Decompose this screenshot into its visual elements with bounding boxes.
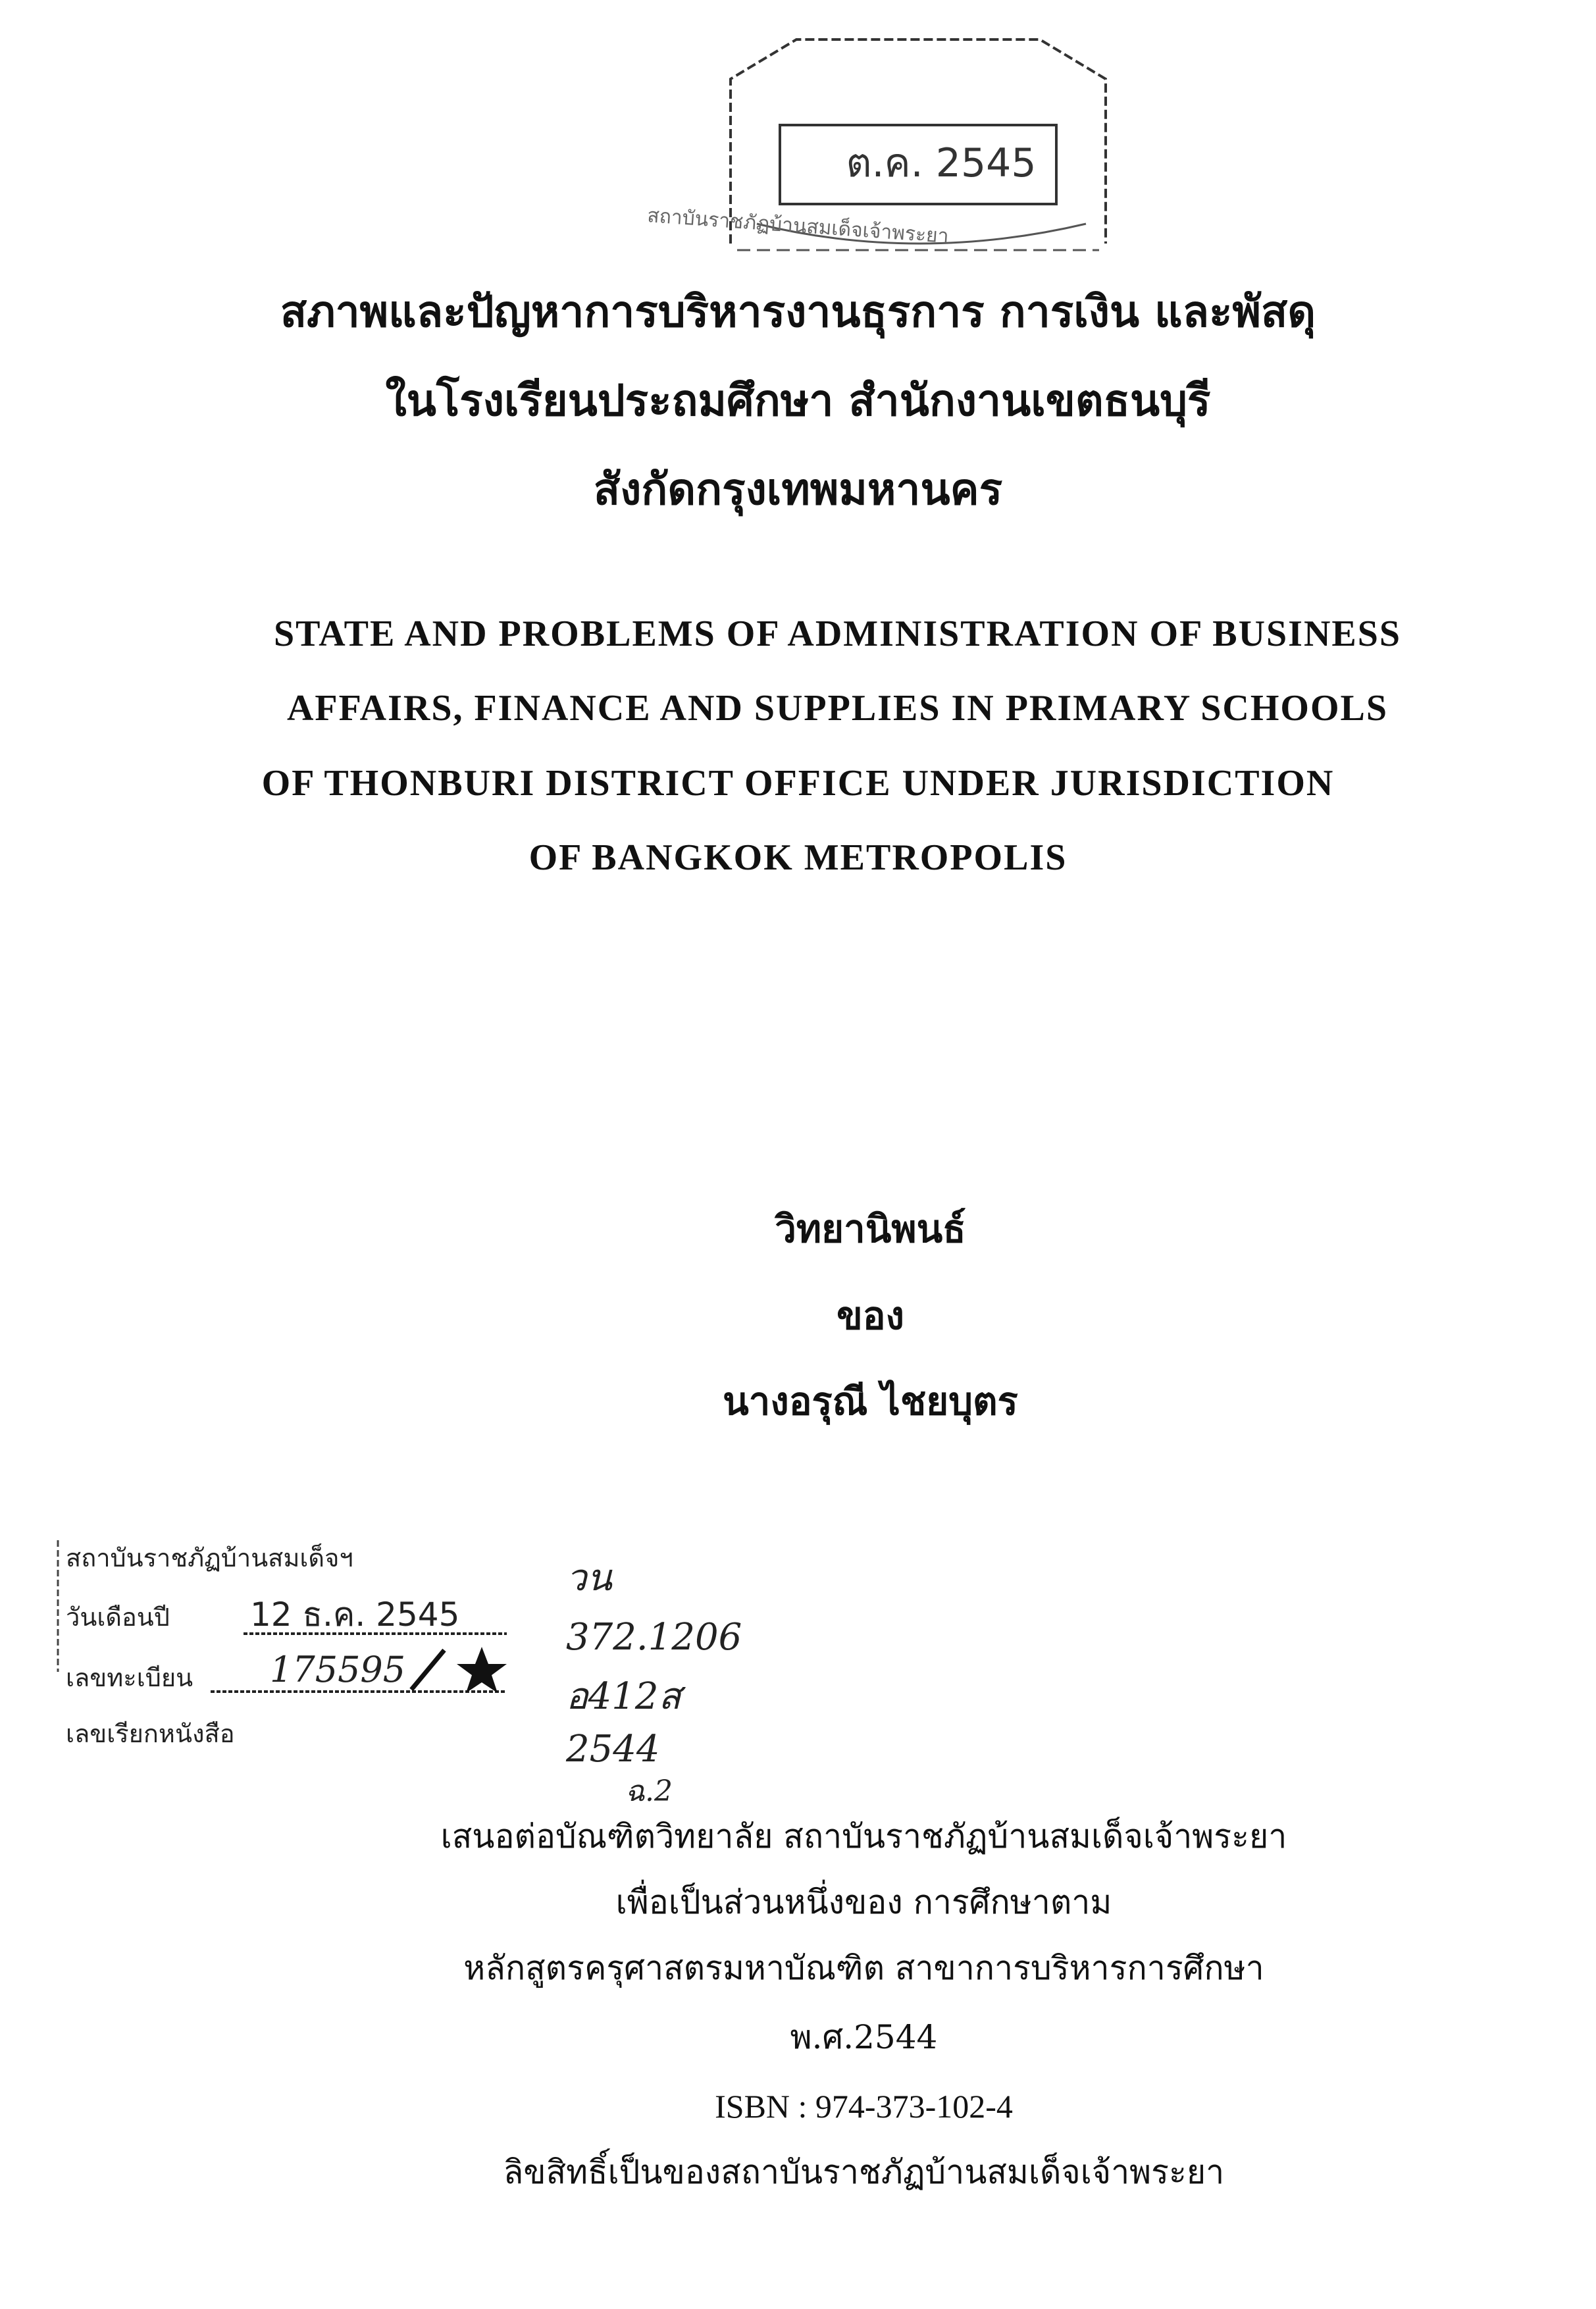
author-name: นางอรุณี ไชยบุตร	[723, 1379, 1018, 1424]
thai-title-line-2: ในโรงเรียนประถมศึกษา สำนักงานเขตธนบุรี	[385, 375, 1211, 426]
submission-line-2: เพื่อเป็นส่วนหนึ่งของ การศึกษาตาม	[615, 1883, 1112, 1921]
stamp-date-value: 12 ธ.ค. 2545	[250, 1596, 460, 1634]
stamp-date-label: วันเดือนปี	[66, 1603, 170, 1632]
library-stamp	[53, 1534, 513, 1748]
slash-mark-icon	[408, 1647, 448, 1693]
thai-title-line-1: สภาพและปัญหาการบริหารงานธุรการ การเงิน และพัสดุ	[280, 286, 1316, 337]
call-number-line-3: อ412ส	[566, 1675, 681, 1718]
call-number-line-1: วน	[566, 1557, 612, 1599]
call-number-line-2: 372.1206	[566, 1616, 742, 1659]
of-label: ของ	[837, 1293, 904, 1338]
call-number-line-4: 2544	[566, 1728, 660, 1771]
call-number-line-5: ฉ.2	[625, 1775, 673, 1808]
star-icon	[455, 1644, 508, 1697]
stamp-reg-value: 175595	[270, 1649, 406, 1690]
stamp-call-label: เลขเรียกหนังสือ	[66, 1719, 235, 1748]
submission-line-3: หลักสูตรครุศาสตรมหาบัณฑิต สาขาการบริหารการศึกษา	[463, 1949, 1264, 1987]
stamp-reg-label: เลขทะเบียน	[66, 1663, 193, 1692]
copyright-notice: ลิขสิทธิ์เป็นของสถาบันราชภัฏบ้านสมเด็จเจ้าพระยา	[503, 2153, 1225, 2191]
received-stamp-org: สถาบันราชภัฏบ้านสมเด็จเจ้าพระยา	[646, 204, 950, 248]
english-title-line-4: OF BANGKOK METROPOLIS	[528, 837, 1068, 878]
submission-year: พ.ศ.2544	[790, 2018, 938, 2056]
english-title-line-3: OF THONBURI DISTRICT OFFICE UNDER JURISDICTION	[261, 763, 1335, 804]
english-title-line-1: STATE AND PROBLEMS OF ADMINISTRATION OF BUSINESS	[273, 613, 1402, 654]
english-title-line-2: AFFAIRS, FINANCE AND SUPPLIES IN PRIMARY SCHOOLS	[286, 688, 1389, 729]
stamp-institution: สถาบันราชภัฏบ้านสมเด็จฯ	[66, 1544, 353, 1572]
isbn: ISBN : 974-373-102-4	[715, 2088, 1013, 2125]
thesis-label: วิทยานิพนธ์	[775, 1206, 966, 1251]
received-stamp-date: ต.ค. 2545	[846, 140, 1037, 186]
thai-title-line-3: สังกัดกรุงเทพมหานคร	[593, 463, 1003, 515]
submission-line-1: เสนอต่อบัณฑิตวิทยาลัย สถาบันราชภัฏบ้านสมเด็จเจ้าพระยา	[440, 1817, 1287, 1855]
